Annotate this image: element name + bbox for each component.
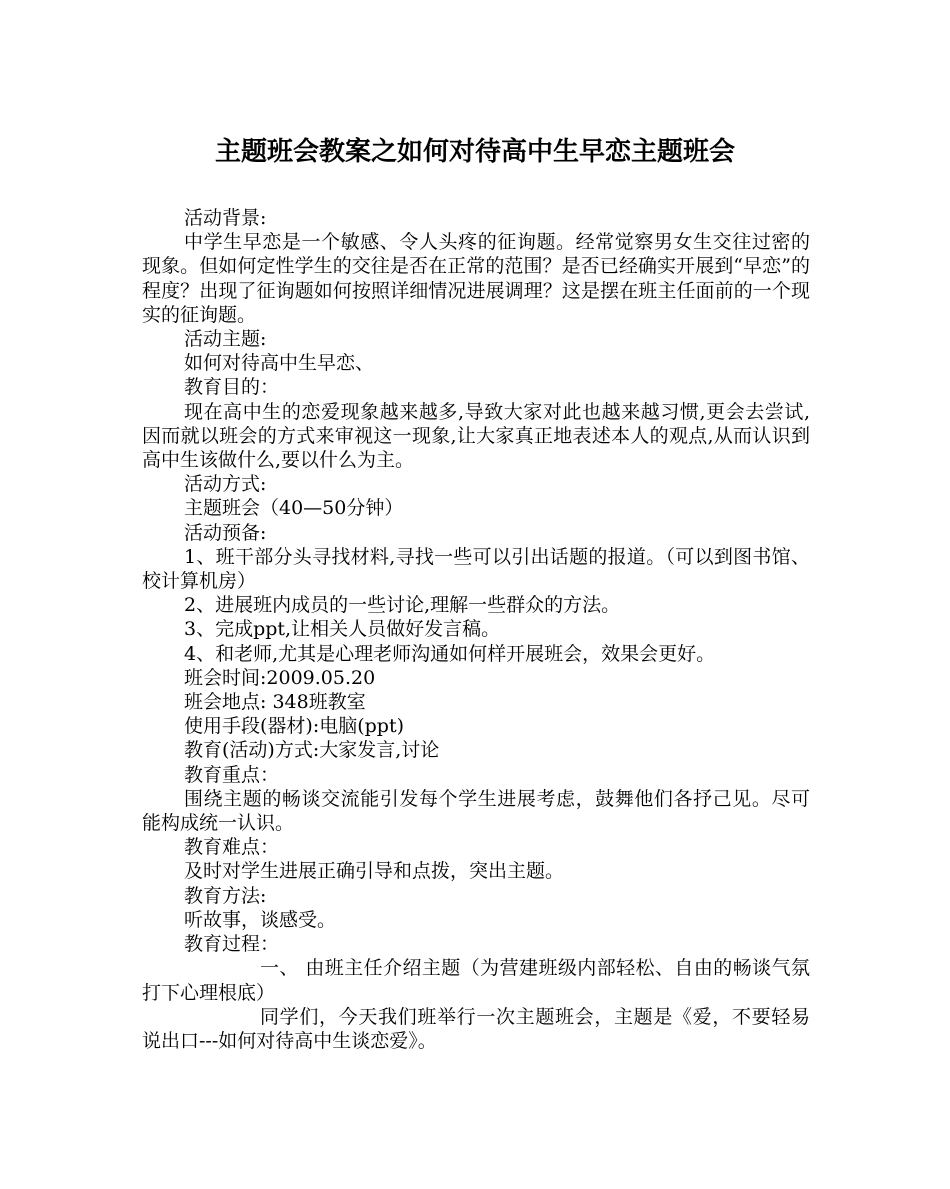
body-paragraph: 一、 由班主任介绍主题（为营建班级内部轻松、自由的畅谈气氛打下心理根底） bbox=[142, 957, 810, 1004]
body-paragraph: 教育重点： bbox=[184, 763, 280, 786]
body-paragraph: 3、完成ppt,让相关人员做好发言稿。 bbox=[184, 618, 501, 641]
body-paragraph: 中学生早恋是一个敏感、令人头疼的征询题。经常觉察男女生交往过密的现象。但如何定性学生的交往是否在正常的范围？是否已经确实开展到“早恋”的程度？出现了征询题如何按照详细情况进展调理？这是摆在班主任面前的一个现实的征询题。 bbox=[142, 231, 810, 326]
body-paragraph: 同学们，今天我们班举行一次主题班会，主题是《爱，不要轻易说出口---如何对待高中生谈恋爱》。 bbox=[142, 1005, 810, 1052]
body-paragraph: 活动方式: bbox=[184, 473, 267, 496]
body-paragraph: 活动预备: bbox=[184, 521, 267, 544]
body-paragraph: 教育过程： bbox=[184, 933, 280, 956]
body-paragraph: 教育难点： bbox=[184, 836, 280, 859]
document-body bbox=[142, 206, 810, 1053]
body-paragraph: 1、班干部分头寻找材料,寻找一些可以引出话题的报道。（可以到图书馆、校计算机房） bbox=[142, 545, 810, 593]
body-paragraph: 主题班会（40—50分钟） bbox=[184, 497, 404, 520]
document-title: 主题班会教案之如何对待高中生早恋主题班会 bbox=[214, 137, 735, 167]
body-paragraph: 2、进展班内成员的一些讨论,理解一些群众的方法。 bbox=[184, 594, 621, 617]
body-paragraph: 班会地点: 348班教室 bbox=[184, 691, 366, 714]
body-paragraph: 班会时间:2009.05.20 bbox=[184, 666, 376, 689]
body-paragraph: 活动背景: bbox=[184, 207, 267, 229]
body-paragraph: 教育目的： bbox=[184, 376, 280, 399]
body-paragraph: 4、和老师,尤其是心理老师沟通如何样开展班会，效果会更好。 bbox=[184, 642, 716, 665]
body-paragraph: 教育(活动)方式:大家发言,讨论 bbox=[184, 739, 440, 762]
body-paragraph: 教育方法: bbox=[184, 884, 267, 907]
body-paragraph: 现在高中生的恋爱现象越来越多,导致大家对此也越来越习惯,更会去尝试,因而就以班会的方式来审视这一现象,让大家真正地表述本人的观点,从而认识到高中生该做什么,要以什么为主。 bbox=[142, 400, 810, 472]
body-paragraph: 围绕主题的畅谈交流能引发每个学生进展考虑，鼓舞他们各抒己见。尽可能构成统一认识。 bbox=[142, 787, 810, 835]
body-paragraph: 如何对待高中生早恋、 bbox=[184, 352, 375, 375]
body-paragraph: 听故事，谈感受。 bbox=[184, 908, 337, 931]
body-paragraph: 活动主题: bbox=[184, 328, 267, 351]
body-paragraph: 及时对学生进展正确引导和点拨，突出主题。 bbox=[184, 860, 565, 883]
body-paragraph: 使用手段(器材):电脑(ppt) bbox=[184, 715, 405, 738]
